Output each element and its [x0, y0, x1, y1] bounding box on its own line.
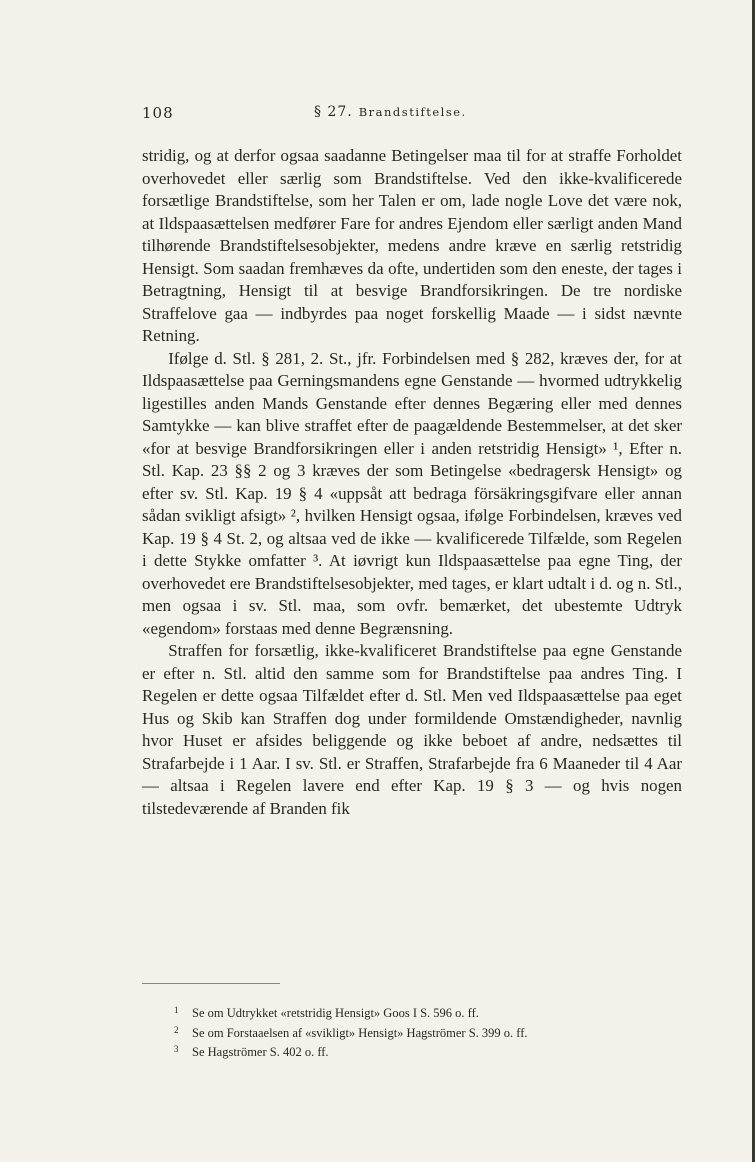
footnote-mark: 1	[174, 1005, 179, 1015]
footnote-text: Se om Forstaaelsen af «svikligt» Hensigt» Hagströmer S. 399 o. ff.	[192, 1025, 528, 1040]
footnote-divider	[142, 983, 280, 984]
footnote	[174, 1043, 694, 1063]
footnote-mark: 2	[174, 1024, 179, 1035]
paragraph: stridig, og at derfor ogsaa saadanne Betingelser maa til for at straffe Forholdet overhovedet eller særlig som Brandstiftelse. Ved den ikke-kvalificerede forsætlige Brandstiftelse, som her Talen er om, lade nogle Love det være nok, at Ildspaasættelsen medfører Fare for andres Ejendom eller særligt anden Mand tilhørende Brandstiftelsesobjekter, medens andre kræve en særlig retstridig Hensigt. Som saadan fremhæves da ofte, undertiden som den eneste, der tages i Betragtning, Hensigt til at besvige Brandforsikringen. De tre nordiske Straffelove gaa — indbyrdes paa noget forskellig Maade — i sidst nævnte Retning.	[142, 146, 682, 345]
footnotes	[174, 1004, 694, 1063]
footnote-text: Se om Udtrykket «retstridig Hensigt» Goos I S. 596 o. ff.	[192, 1006, 479, 1020]
body-text	[142, 145, 682, 820]
footnote	[174, 1024, 694, 1044]
paragraph: Ifølge d. Stl. § 281, 2. St., jfr. Forbindelsen med § 282, kræves der, for at Ildspaasættelse paa Gerningsmandens egne Genstande — hvormed udtrykkelig ligestilles anden Mands Genstande efter dennes Begæring eller med dennes Samtykke — kan blive straffet efter de paagældende Bestemmelser, at det sker «for at besvige Brandforsikringen eller i anden retstridig Hensigt» ¹, Efter n. Stl. Kap. 23 §§ 2 og 3 kræves der som Betingelse «bedragersk Hensigt» og efter sv. Stl. Kap. 19 § 4 «uppsåt att bedraga försäkringsgifvare eller annan sådan svikligt afsigt» ², hvilken Hensigt ogsaa, ifølge Forbindelsen, kræves ved Kap. 19 § 4 St. 2, og altsaa ved de ikke — kvalificerede Tilfælde, som Regelen i dette Stykke omfatter ³. At iøvrigt kun Ildspaasættelse paa egne Ting, der overhovedet ere Brandstiftelsesobjekter, med tages, er klart udtalt i d. og n. Stl., men ogsaa i sv. Stl. maa, som ovfr. bemærket, det ubestemte Udtryk «egendom» forstaas med denne Begrænsning.	[142, 348, 682, 638]
footnote-text: Se Hagströmer S. 402 o. ff.	[192, 1045, 329, 1059]
paragraph: Straffen for forsætlig, ikke-kvalificeret Brandstiftelse paa egne Genstande er efter n. Stl. altid den samme som for Brandstiftelse paa andres Ting. I Regelen er dette ogsaa Tilfældet efter d. Stl. Men ved Ildspaasættelse paa eget Hus og Skib kan Straffen dog under formildende Omstændigheder, navnlig hvor Huset er afsides beliggende og ikke beboet af andre, nedsættes til Strafarbejde i 1 Aar. I sv. Stl. er Straffen, Strafarbejde fra 6 Maaneder til 4 Aar — altsaa i Regelen lavere end efter Kap. 19 § 3 — og hvis nogen tilstedeværende af Branden fik	[142, 641, 682, 818]
footnote	[174, 1004, 694, 1024]
section-number: § 27.	[314, 104, 353, 120]
page-number: 108	[142, 104, 174, 122]
footnote-mark: 3	[174, 1044, 179, 1054]
section-title: Brandstiftelse.	[358, 105, 467, 119]
section-heading	[314, 104, 467, 120]
running-header	[142, 104, 682, 124]
